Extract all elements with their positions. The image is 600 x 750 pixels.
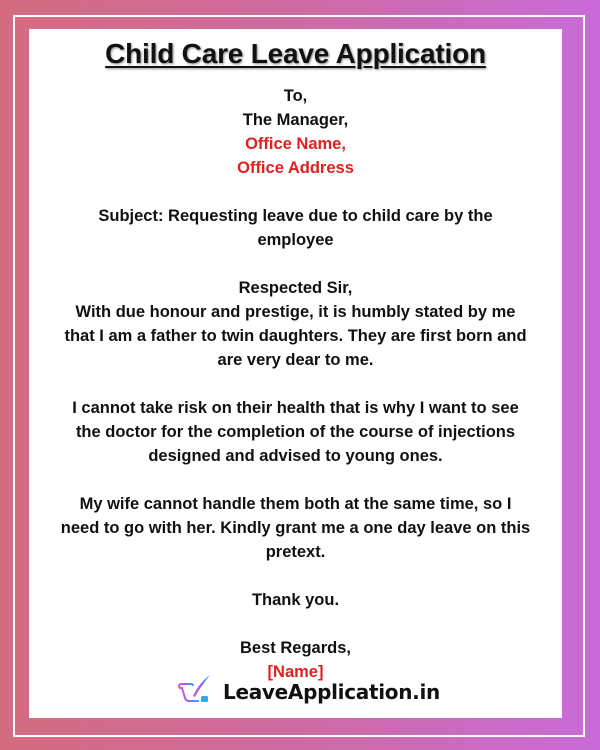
paragraph-line: the doctor for the completion of the course of injections	[75, 423, 516, 441]
subject-line-cont: employee	[257, 231, 334, 249]
recipient-to: To,	[283, 87, 308, 105]
name-placeholder: [Name]	[267, 663, 324, 681]
recipient-designation: The Manager,	[242, 111, 349, 129]
paragraph-line: designed and advised to young ones.	[148, 447, 443, 465]
recipient-block	[35, 84, 556, 180]
letter-card	[29, 29, 562, 718]
office-address-placeholder: Office Address	[237, 159, 354, 177]
brand-logo	[177, 674, 440, 709]
paragraph-line: My wife cannot handle them both at the same time, so I	[79, 495, 512, 513]
quill-scroll-icon	[177, 674, 213, 709]
paragraph-line: are very dear to me.	[217, 351, 374, 369]
logo-text: LeaveApplication.in	[223, 679, 440, 704]
paragraph-request	[35, 492, 556, 564]
paragraph-reason	[35, 396, 556, 468]
paragraph-line: With due honour and prestige, it is humbly stated by me	[75, 303, 516, 321]
paragraph-line: that I am a father to twin daughters. They are first born and	[64, 327, 527, 345]
paragraph-line: pretext.	[265, 543, 326, 561]
paragraph-line: need to go with her. Kindly grant me a one day leave on this	[60, 519, 531, 537]
sign-off: Best Regards,	[240, 639, 351, 657]
paragraph-intro	[35, 300, 556, 372]
subject-line: Subject: Requesting leave due to child care by the	[98, 207, 493, 225]
letter-body	[35, 84, 556, 684]
paragraph-line: I cannot take risk on their health that is why I want to see	[72, 399, 519, 417]
subject-block	[35, 204, 556, 252]
office-name-placeholder: Office Name,	[245, 135, 346, 153]
salutation: Respected Sir,	[238, 279, 353, 297]
page-title: Child Care Leave Application	[105, 38, 486, 69]
closing-text: Thank you.	[251, 591, 340, 609]
